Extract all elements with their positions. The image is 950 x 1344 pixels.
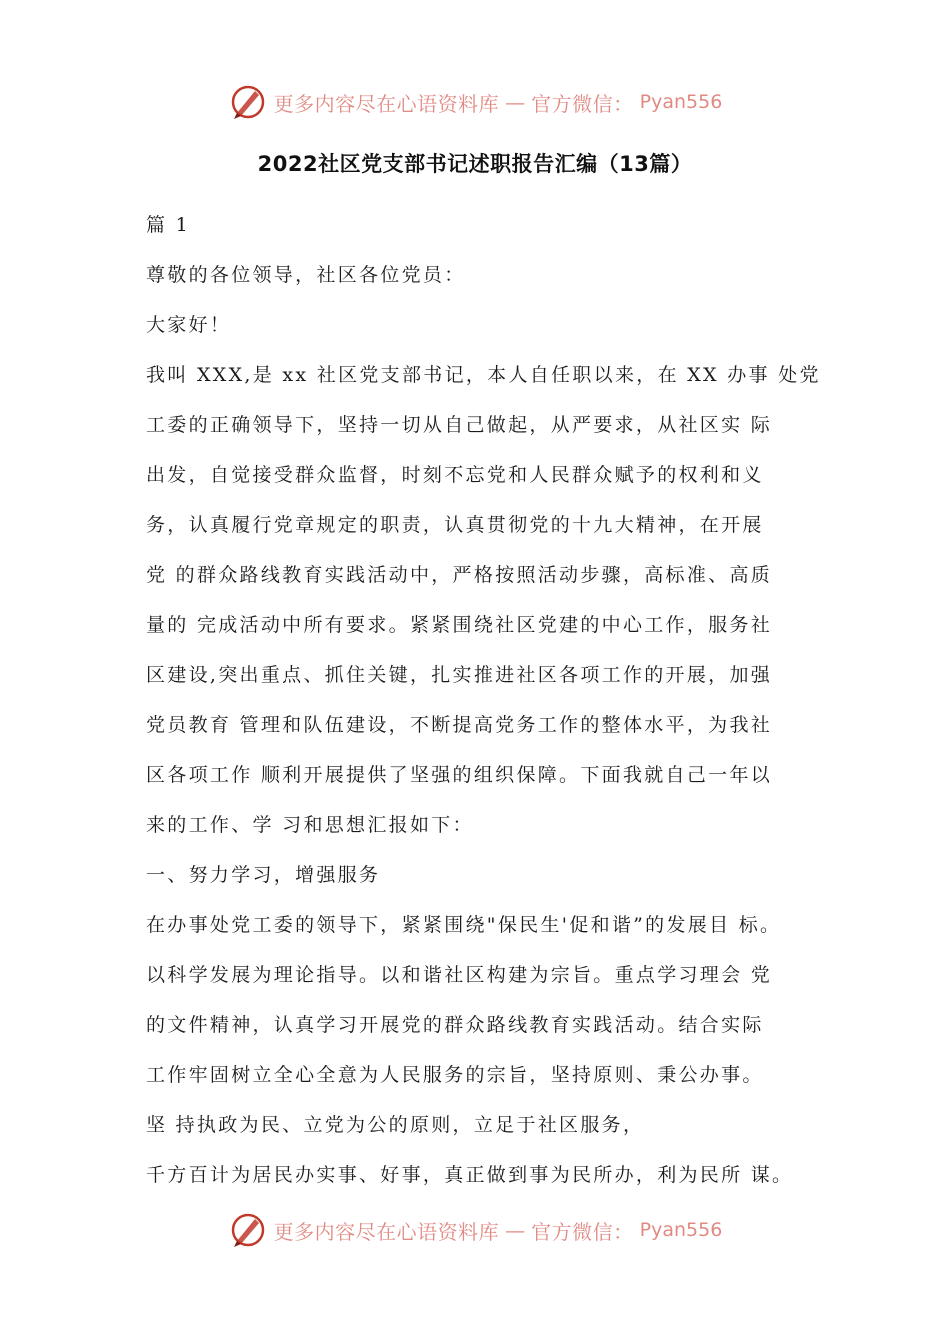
watermark-separator: — [505, 1218, 526, 1242]
watermark-handle: Pyan556 [639, 1219, 723, 1241]
salutation: 尊敬的各位领导，社区各位党员： [146, 264, 466, 286]
watermark-text: 更多内容尽在心语资料库 [273, 91, 500, 116]
paragraph-line: 我叫 XXX,是 xx 社区党支部书记，本人自任职以来，在 XX 办事 处党 [146, 364, 821, 386]
paragraph-line: 千方百计为居民办实事、好事，真正做到事为民所办，利为民所 谋。 [146, 1164, 794, 1186]
watermark-suffix: 官方微信： [531, 91, 634, 116]
paragraph-line: 务，认真履行党章规定的职责，认真贯彻党的十九大精神，在开展 [146, 514, 764, 536]
paragraph-line: 党 的群众路线教育实践活动中，严格按照活动步骤，高标准、高质 [146, 564, 773, 586]
section-label: 篇 1 [146, 214, 191, 236]
paragraph-line: 在办事处党工委的领导下，紧紧围绕"保民生'促和谐”的发展目 标。 [146, 914, 782, 936]
pen-logo-icon [228, 82, 268, 122]
pen-logo-icon [228, 1210, 268, 1250]
paragraph-line: 工委的正确领导下，坚持一切从自己做起，从严要求，从社区实 际 [146, 414, 773, 436]
paragraph-line: 区各项工作 顺利开展提供了坚强的组织保障。下面我就自己一年以 [146, 764, 773, 786]
watermark-text: 更多内容尽在心语资料库 [273, 1219, 500, 1244]
paragraph-line: 量的 完成活动中所有要求。紧紧围绕社区党建的中心工作，服务社 [146, 614, 773, 636]
paragraph-line: 区建设,突出重点、抓住关键，扎实推进社区各项工作的开展，加强 [146, 664, 773, 686]
watermark-handle: Pyan556 [639, 91, 723, 113]
watermark-suffix: 官方微信： [531, 1219, 634, 1244]
paragraph-line: 坚 持执政为民、立党为公的原则，立足于社区服务， [146, 1114, 645, 1136]
paragraph-line: 党员教育 管理和队伍建设，不断提高党务工作的整体水平，为我社 [146, 714, 773, 736]
paragraph-line: 的文件精神，认真学习开展党的群众路线教育实践活动。结合实际 [146, 1014, 764, 1036]
paragraph-line: 工作牢固树立全心全意为人民服务的宗旨，坚持原则、秉公办事。 [146, 1064, 764, 1086]
watermark-banner-top [0, 80, 950, 124]
watermark-separator: — [505, 90, 526, 114]
greeting: 大家好！ [146, 314, 232, 336]
paragraph-line: 以科学发展为理论指导。以和谐社区构建为宗旨。重点学习理会 党 [146, 964, 773, 986]
watermark-banner-bottom [0, 1208, 950, 1252]
document-title: 2022社区党支部书记述职报告汇编（13篇） [257, 152, 693, 176]
section-heading: 一、努力学习，增强服务 [146, 864, 381, 886]
paragraph-line: 来的工作、学 习和思想汇报如下： [146, 814, 474, 836]
paragraph-line: 出发，自觉接受群众监督，时刻不忘党和人民群众赋予的权利和义 [146, 464, 764, 486]
document-body [146, 200, 836, 1200]
